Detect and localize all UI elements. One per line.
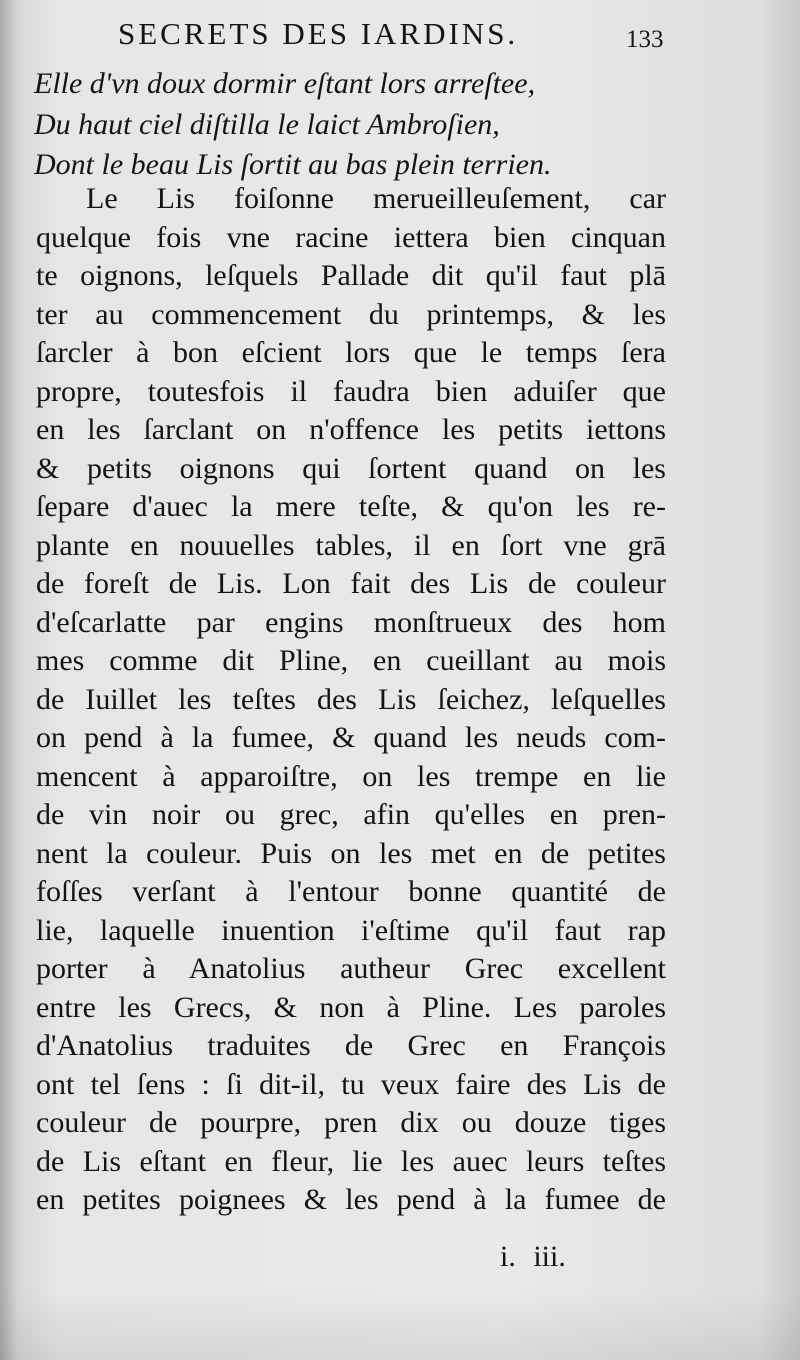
- text-line: mencent à apparoiſtre, on les trempe en lie: [36, 759, 666, 793]
- running-title: SECRETS DES IARDINS.: [118, 16, 519, 51]
- text-line: en petites poignees & les pend à la fumee de: [36, 1183, 666, 1216]
- text-line: propre, toutesfois il faudra bien aduiſer que: [36, 374, 666, 408]
- text-line: ter au commencement du printemps, & les: [36, 297, 666, 331]
- signature-mark: i. iii.: [500, 1240, 566, 1273]
- text-line: d'eſcarlatte par engins monſtrueux des hom: [36, 605, 666, 639]
- page-footer: [0, 1240, 800, 1280]
- text-line: plante en nouuelles tables, il en ſort vne grā: [36, 528, 666, 562]
- page-header: [0, 16, 800, 56]
- text-line: Le Lis foiſonne merueilleuſement, car: [86, 182, 666, 215]
- text-line: de vin noir ou grec, afin qu'elles en pren-: [36, 798, 666, 831]
- text-line: te oignons, leſquels Pallade dit qu'il faut plā: [36, 259, 666, 292]
- text-line: ſepare d'auec la mere teſte, & qu'on les re-: [36, 490, 666, 523]
- text-line: de Iuillet les teſtes des Lis ſeichez, leſquelles: [36, 682, 666, 716]
- verse-block: [34, 64, 634, 186]
- text-line: foſſes verſant à l'entour bonne quantité de: [36, 875, 666, 908]
- paper-shadow: [0, 1290, 800, 1360]
- text-line: ont tel ſens : ſi dit-il, tu veux faire des Lis de: [36, 1067, 666, 1101]
- text-line: & petits oignons qui ſortent quand on les: [36, 451, 666, 485]
- text-line: de Lis eſtant en fleur, lie les auec leurs teſtes: [36, 1144, 666, 1178]
- text-line: nent la couleur. Puis on les met en de petites: [36, 836, 666, 870]
- text-line: quelque fois vne racine iettera bien cinquan: [36, 220, 666, 254]
- text-line: en les ſarclant on n'offence les petits iettons: [36, 413, 666, 446]
- text-line: porter à Anatolius autheur Grec excellent: [36, 952, 666, 985]
- text-line: couleur de pourpre, pren dix ou douze tiges: [36, 1106, 666, 1139]
- verse-line: Du haut ciel diſtilla le laict Ambroſien,: [34, 107, 500, 141]
- page-number: 133: [626, 26, 664, 53]
- text-line: d'Anatolius traduites de Grec en François: [36, 1029, 666, 1062]
- text-line: on pend à la fumee, & quand les neuds com-: [36, 721, 666, 754]
- verse-line: Dont le beau Lis ſortit au bas plein terrien.: [34, 148, 552, 181]
- text-line: lie, laquelle inuention i'eſtime qu'il faut rap: [36, 913, 666, 947]
- text-line: de foreſt de Lis. Lon fait des Lis de couleur: [36, 567, 666, 600]
- verse-line: Elle d'vn doux dormir eſtant lors arreſtee,: [34, 67, 536, 100]
- text-line: ſarcler à bon eſcient lors que le temps ſera: [36, 336, 666, 369]
- prose-paragraph: [36, 180, 666, 1220]
- text-line: entre les Grecs, & non à Pline. Les paroles: [36, 990, 666, 1024]
- text-line: mes comme dit Pline, en cueillant au mois: [36, 644, 666, 677]
